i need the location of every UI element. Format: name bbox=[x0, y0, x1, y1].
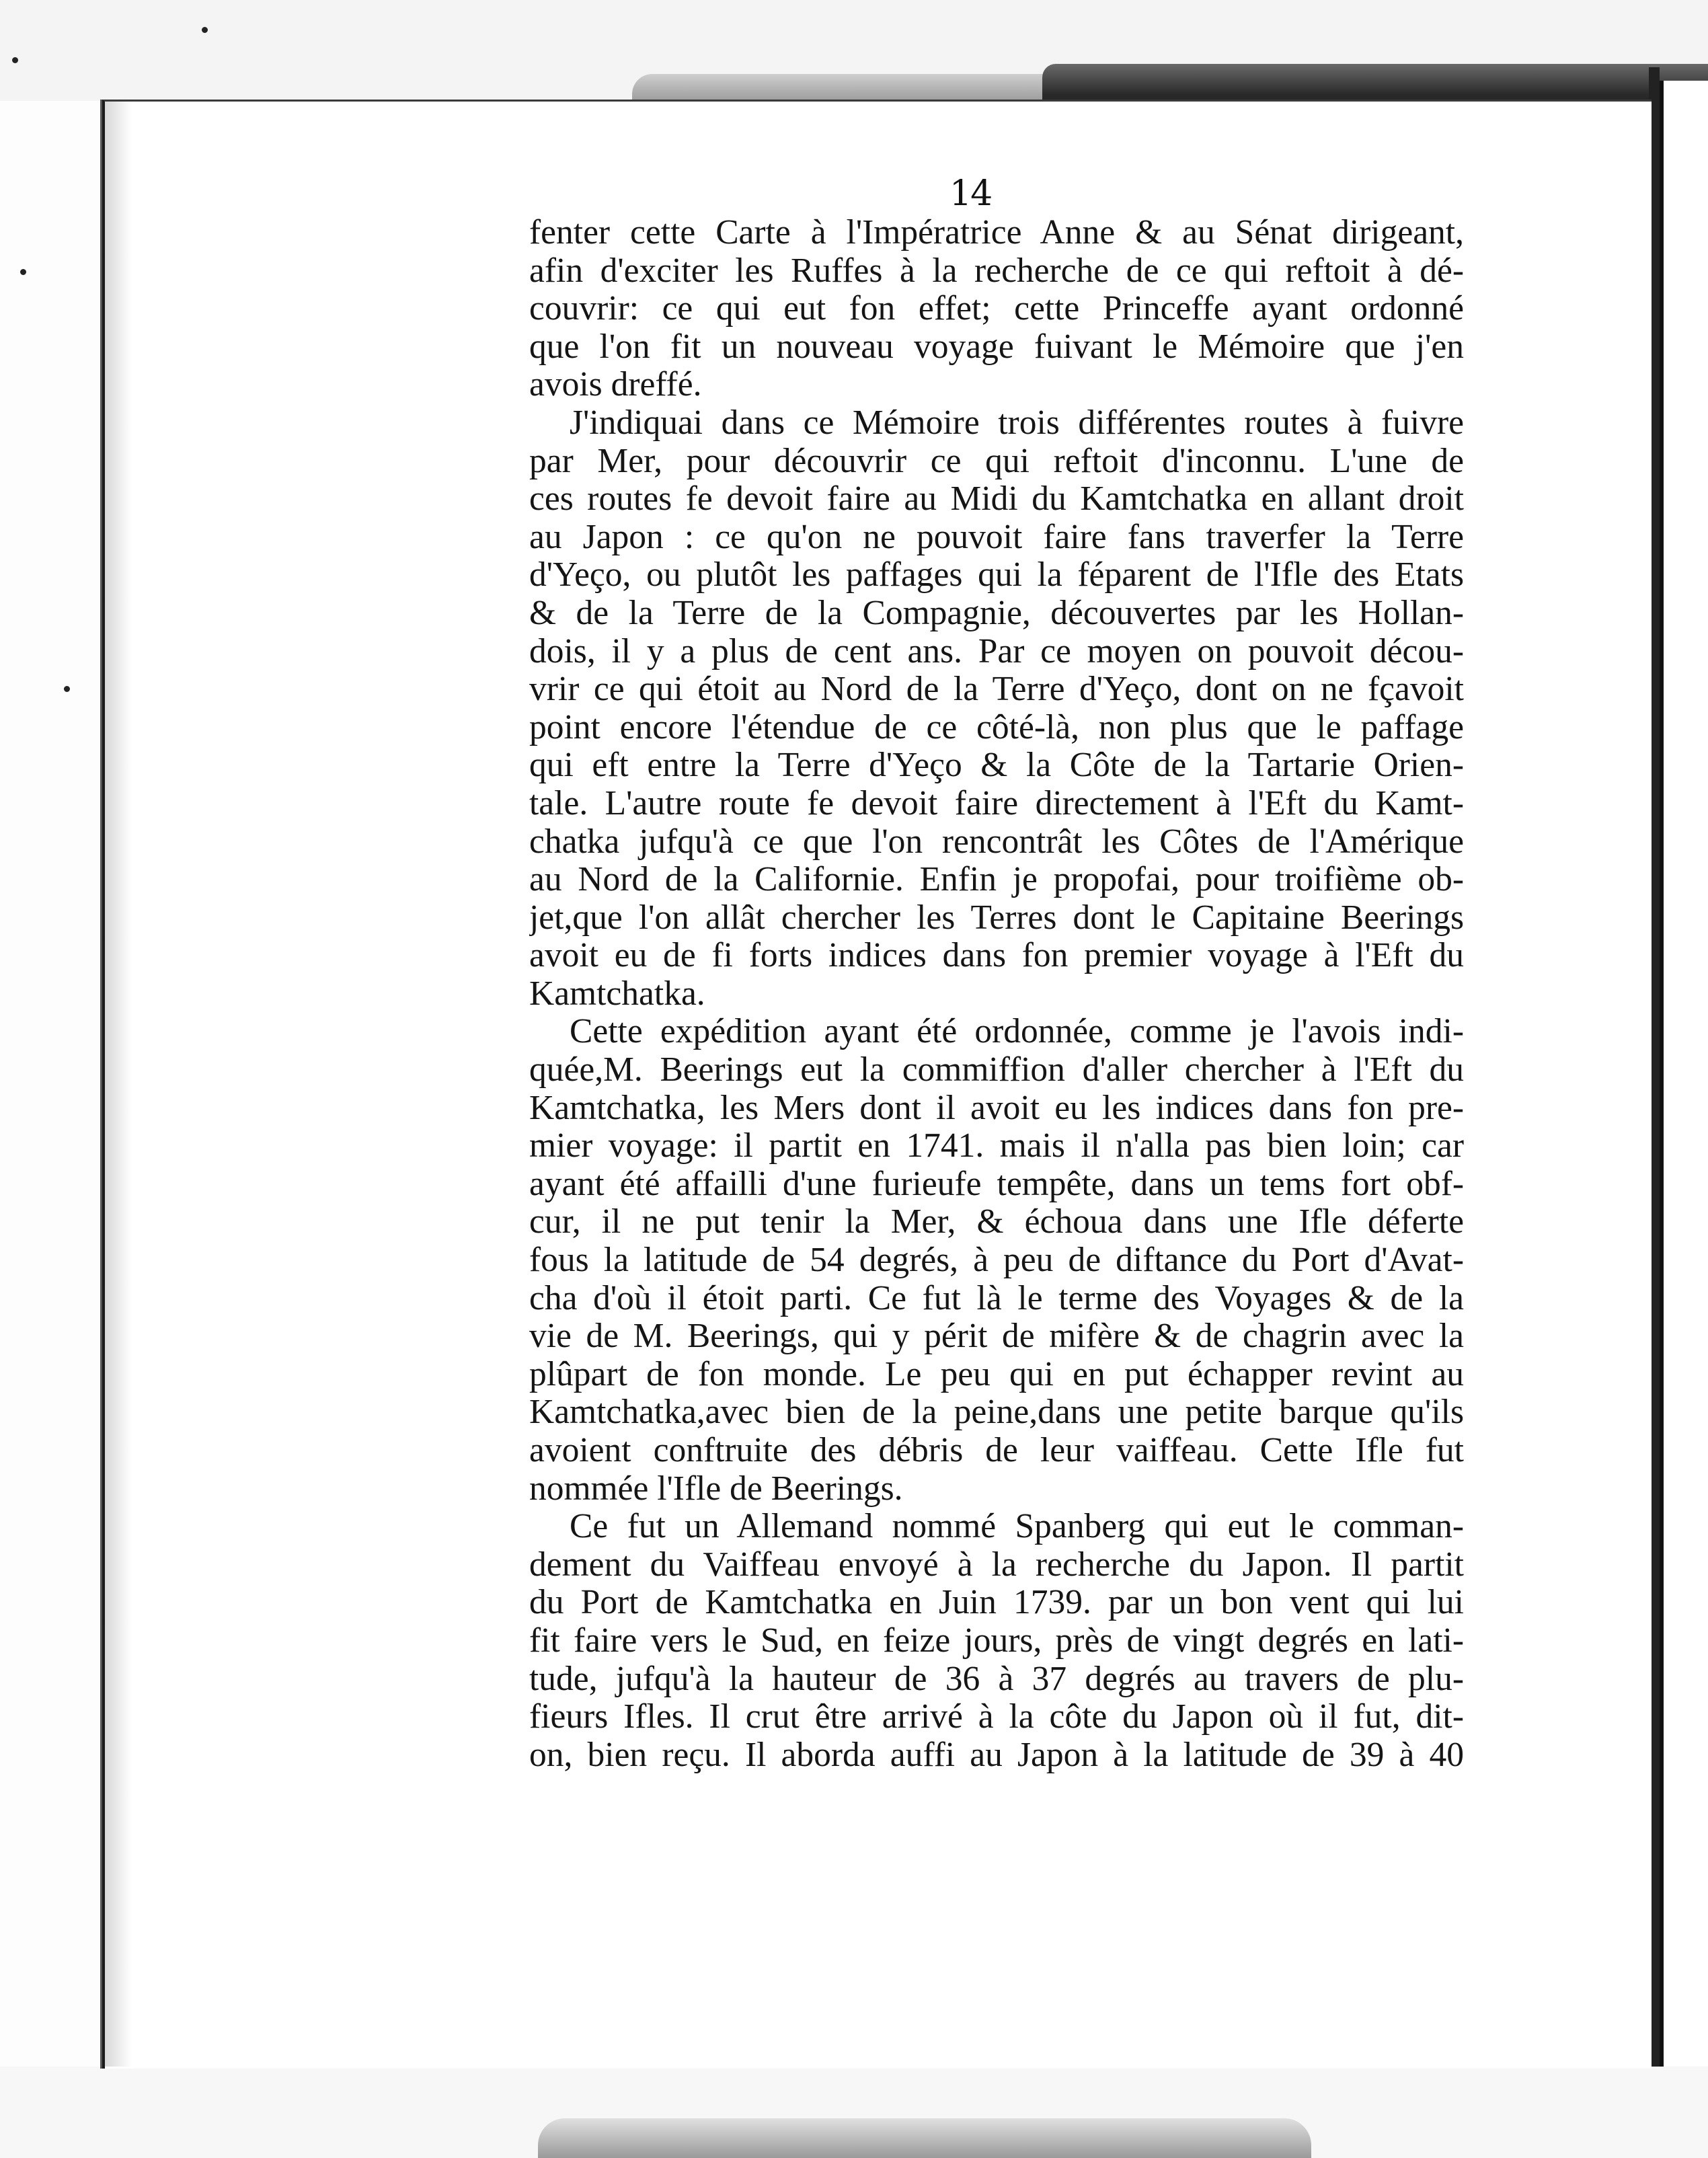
text-line: que l'on fit un nouveau voyage fuivant le Mémoire que j'en bbox=[529, 327, 1464, 366]
scan-speck bbox=[12, 57, 18, 63]
text-line: vrir ce qui étoit au Nord de la Terre d'Yeço, dont on ne fçavoit bbox=[529, 670, 1464, 709]
text-line: quée,M. Beerings eut la commiffion d'aller chercher à l'Eft du bbox=[529, 1051, 1464, 1089]
text-line: ces routes fe devoit faire au Midi du Kamtchatka en allant droit bbox=[529, 480, 1464, 518]
text-line: qui eft entre la Terre d'Yeço & la Côte de la Tartarie Orien- bbox=[529, 746, 1464, 785]
text-line: fieurs Ifles. Il crut être arrivé à la côte du Japon où il fut, dit- bbox=[529, 1698, 1464, 1736]
text-line: au Japon : ce qu'on ne pouvoit faire fans traverfer la Terre bbox=[529, 518, 1464, 556]
text-line: cur, il ne put tenir la Mer, & échoua dans une Ifle déferte bbox=[529, 1203, 1464, 1241]
text-line: d'Yeço, ou plutôt les paffages qui la féparent de l'Ifle des Etats bbox=[529, 556, 1464, 594]
text-line: dois, il y a plus de cent ans. Par ce moyen on pouvoit décou- bbox=[529, 632, 1464, 670]
text-line: ayant été affailli d'une furieufe tempête, dans un tems fort obf- bbox=[529, 1165, 1464, 1203]
text-line: tale. L'autre route fe devoit faire directement à l'Eft du Kamt- bbox=[529, 784, 1464, 822]
text-line: Ce fut un Allemand nommé Spanberg qui eut le comman- bbox=[570, 1508, 1464, 1546]
text-line: mier voyage: il partit en 1741. mais il n'alla pas bien loin; car bbox=[529, 1127, 1464, 1165]
body-text bbox=[529, 214, 1464, 1774]
page-number: 14 bbox=[949, 174, 992, 214]
text-line: vie de M. Beerings, qui y périt de mifère & de chagrin avec la bbox=[529, 1317, 1464, 1356]
text-line: afin d'exciter les Ruffes à la recherche de ce qui reftoit à dé- bbox=[529, 252, 1464, 290]
text-line: fous la latitude de 54 degrés, à peu de diftance du Port d'Avat- bbox=[529, 1241, 1464, 1280]
page-binding-shade bbox=[105, 102, 132, 2067]
scan-speck bbox=[202, 27, 208, 33]
text-line: Kamtchatka, les Mers dont il avoit eu les indices dans fon pre- bbox=[529, 1089, 1464, 1127]
text-line: Kamtchatka,avec bien de la peine,dans une petite barque qu'ils bbox=[529, 1393, 1464, 1432]
next-page-edge bbox=[1660, 81, 1708, 2085]
text-line: plûpart de fon monde. Le peu qui en put échapper revint au bbox=[529, 1355, 1464, 1393]
text-line: point encore l'étendue de ce côté-là, non plus que le paffage bbox=[529, 708, 1464, 746]
text-line: Cette expédition ayant été ordonnée, comme je l'avois indi- bbox=[570, 1013, 1464, 1051]
text-line: jet,que l'on allât chercher les Terres dont le Capitaine Beerings bbox=[529, 898, 1464, 937]
text-line: avoient conftruite des débris de leur vaiffeau. Cette Ifle fut bbox=[529, 1432, 1464, 1469]
text-line: & de la Terre de la Compagnie, découvertes par les Hollan- bbox=[529, 594, 1464, 632]
text-line: Kamtchatka. bbox=[529, 974, 705, 1013]
scan-speck bbox=[64, 686, 70, 692]
text-line: du Port de Kamtchatka en Juin 1739. par un bon vent qui lui bbox=[529, 1584, 1464, 1622]
text-line: nommée l'Ifle de Beerings. bbox=[529, 1469, 903, 1508]
text-line: fit faire vers le Sud, en feize jours, près de vingt degrés en lati- bbox=[529, 1621, 1464, 1660]
text-line: avois dreffé. bbox=[529, 366, 702, 404]
text-line: avoit eu de fi forts indices dans fon premier voyage à l'Eft du bbox=[529, 937, 1464, 975]
text-line: tude, jufqu'à la hauteur de 36 à 37 degrés au travers de plu- bbox=[529, 1660, 1464, 1698]
text-line: au Nord de la Californie. Enfin je propofai, pour troifième ob- bbox=[529, 861, 1464, 899]
text-line: chatka jufqu'à ce que l'on rencontrât les Côtes de l'Amérique bbox=[529, 822, 1464, 861]
text-line: fenter cette Carte à l'Impératrice Anne & au Sénat dirigeant, bbox=[529, 214, 1464, 252]
book-bottom-edge bbox=[538, 2118, 1311, 2158]
text-line: couvrir: ce qui eut fon effet; cette Princeffe ayant ordonné bbox=[529, 290, 1464, 328]
text-line: cha d'où il étoit parti. Ce fut là le terme des Voyages & de la bbox=[529, 1279, 1464, 1317]
text-line: dement du Vaiffeau envoyé à la recherche du Japon. Il partit bbox=[529, 1545, 1464, 1584]
text-line: par Mer, pour découvrir ce qui reftoit d'inconnu. L'une de bbox=[529, 442, 1464, 480]
text-line: J'indiquai dans ce Mémoire trois différentes routes à fuivre bbox=[570, 403, 1464, 442]
scan-speck bbox=[20, 269, 26, 275]
text-line: on, bien reçu. Il aborda auffi au Japon à la latitude de 39 à 40 bbox=[529, 1736, 1464, 1774]
